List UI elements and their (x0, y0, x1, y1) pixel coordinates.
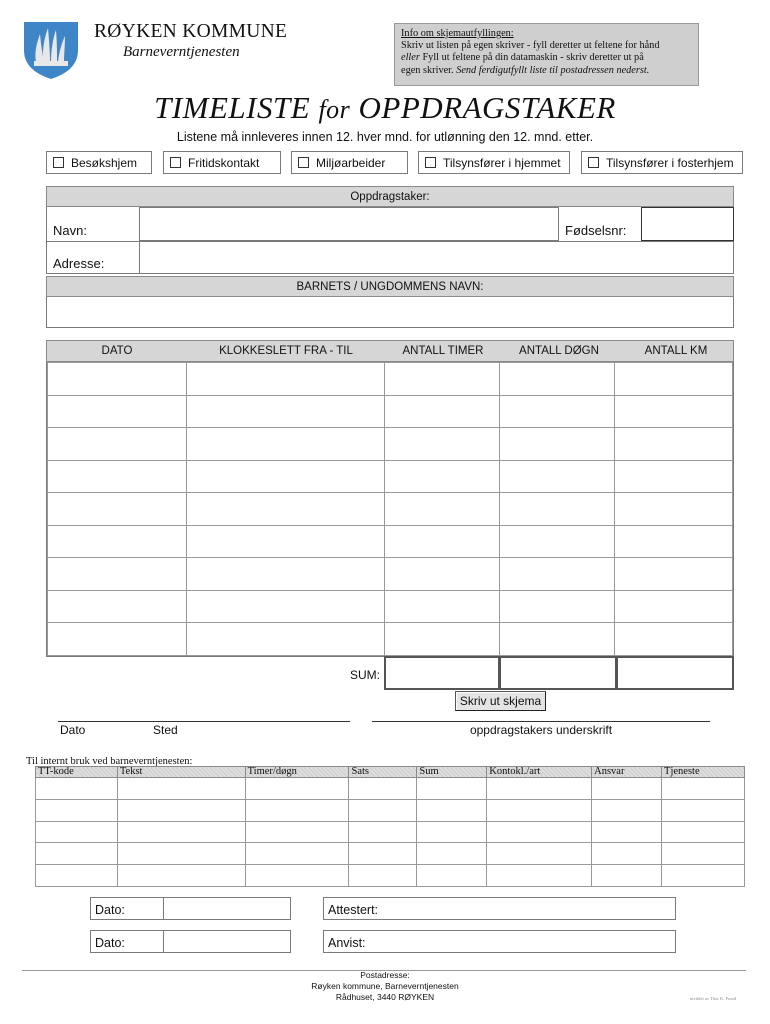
cell[interactable] (487, 778, 592, 800)
cell[interactable] (592, 799, 662, 821)
birth-number-input[interactable] (641, 207, 734, 241)
cell[interactable] (36, 843, 118, 865)
timesheet-grid (46, 362, 734, 657)
sum-timer-input[interactable] (384, 656, 500, 690)
cell[interactable] (662, 778, 745, 800)
cell[interactable] (36, 799, 118, 821)
title-part-1: TIMELISTE (154, 90, 319, 125)
cell[interactable] (662, 843, 745, 865)
cell[interactable] (499, 428, 614, 461)
col-tekst: Tekst (117, 767, 245, 778)
cell[interactable] (384, 590, 499, 623)
cell[interactable] (417, 778, 487, 800)
info-line-2-em: eller (401, 52, 420, 64)
cell[interactable] (245, 821, 349, 843)
col-timer-dogn: Timer/døgn (245, 767, 349, 778)
cell[interactable] (615, 623, 733, 656)
cell[interactable] (615, 590, 733, 623)
sum-km-input[interactable] (617, 656, 734, 690)
table-row (48, 428, 733, 461)
col-header-km: ANTALL KM (644, 345, 708, 357)
cell[interactable] (349, 799, 417, 821)
approval-date-1-input[interactable] (163, 897, 164, 920)
cell[interactable] (245, 778, 349, 800)
sum-dogn-input[interactable] (500, 656, 617, 690)
approval-date-2 (90, 930, 291, 953)
title-part-3: OPPDRAGSTAKER (350, 90, 616, 125)
anvist-field[interactable] (323, 930, 676, 953)
info-title: Info om skjemautfyllingen: (401, 28, 514, 39)
cell[interactable] (499, 363, 614, 396)
col-sats: Sats (349, 767, 417, 778)
table-row (48, 623, 733, 656)
cell[interactable] (487, 865, 592, 887)
cell[interactable] (349, 843, 417, 865)
cell[interactable] (48, 395, 187, 428)
dept-name: Barneverntjenesten (123, 44, 240, 60)
cell[interactable] (187, 590, 384, 623)
cell[interactable] (615, 363, 733, 396)
col-ansvar: Ansvar (592, 767, 662, 778)
cell[interactable] (48, 493, 187, 526)
municipal-crest-icon (22, 20, 80, 80)
table-row (48, 460, 733, 493)
info-line-3-em: Send ferdigutfyllt liste til postadressen nederst. (456, 64, 650, 76)
approval-date-2-input[interactable] (163, 930, 164, 953)
checkbox[interactable] (588, 157, 599, 168)
cell[interactable] (615, 493, 733, 526)
child-heading: BARNETS / UNGDOMMENS NAVN: (46, 276, 734, 297)
cell[interactable] (245, 843, 349, 865)
timesheet-header (46, 340, 734, 362)
cell[interactable] (48, 428, 187, 461)
cell[interactable] (48, 363, 187, 396)
cell[interactable] (499, 590, 614, 623)
cell[interactable] (117, 821, 245, 843)
cell[interactable] (384, 363, 499, 396)
table-row (36, 799, 745, 821)
option-label: Miljøarbeider (316, 156, 386, 170)
checkbox[interactable] (425, 157, 436, 168)
cell[interactable] (615, 428, 733, 461)
option-label: Fritidskontakt (188, 156, 260, 170)
cell[interactable] (592, 865, 662, 887)
contractor-heading: Oppdragstaker: (46, 186, 734, 207)
anvist-label: Anvist: (328, 936, 366, 950)
approval-date-1-label: Dato: (95, 903, 125, 917)
info-line-1: Skriv ut listen på egen skriver - fyll deretter ut feltene for hånd (401, 40, 660, 52)
cell[interactable] (615, 558, 733, 591)
table-row (48, 363, 733, 396)
table-row (48, 525, 733, 558)
attest-field[interactable] (323, 897, 676, 920)
cell[interactable] (48, 525, 187, 558)
cell[interactable] (499, 493, 614, 526)
cell[interactable] (615, 525, 733, 558)
table-row (48, 493, 733, 526)
title-part-2: for (318, 95, 351, 124)
col-kontokl-art: Kontokl./art (487, 767, 592, 778)
sum-label: SUM: (350, 668, 380, 682)
cell[interactable] (48, 623, 187, 656)
internal-heading: Til internt bruk ved barneverntjenesten: (26, 756, 193, 767)
cell[interactable] (187, 460, 384, 493)
cell[interactable] (384, 395, 499, 428)
timesheet-table (47, 362, 733, 656)
cell[interactable] (349, 778, 417, 800)
name-label: Navn: (53, 223, 87, 238)
cell[interactable] (615, 395, 733, 428)
subtitle: Listene må innleveres innen 12. hver mnd. for utlønning den 12. mnd. etter. (176, 130, 594, 144)
table-row (48, 558, 733, 591)
cell[interactable] (187, 395, 384, 428)
child-name-input[interactable] (46, 297, 734, 328)
table-row (48, 590, 733, 623)
option-miljoarbeider[interactable] (291, 151, 408, 174)
cell[interactable] (48, 558, 187, 591)
approval-date-1 (90, 897, 291, 920)
info-line-2 (401, 52, 692, 64)
col-tjeneste: Tjeneste (662, 767, 745, 778)
address-label: Adresse: (53, 256, 105, 271)
cell[interactable] (592, 778, 662, 800)
cell[interactable] (662, 865, 745, 887)
cell[interactable] (499, 623, 614, 656)
cell[interactable] (187, 493, 384, 526)
cell[interactable] (36, 778, 118, 800)
info-line-2-rest: Fyll ut feltene på din datamaskin - skriv deretter ut på (419, 52, 644, 64)
col-header-timer: ANTALL TIMER (402, 345, 484, 357)
attest-label: Attestert: (328, 903, 379, 917)
cell[interactable] (187, 428, 384, 461)
cell[interactable] (384, 558, 499, 591)
cell[interactable] (499, 525, 614, 558)
option-label: Tilsynsfører i fosterhjem (606, 156, 734, 170)
footer-credit: utviklet av Thor K. Fossil (690, 996, 737, 1001)
sign-date-label: Dato (60, 723, 86, 737)
footer-line-3: Rådhuset, 3440 RØYKEN (335, 992, 435, 1002)
cell[interactable] (245, 799, 349, 821)
cell[interactable] (117, 778, 245, 800)
sign-place-label: Sted (153, 723, 178, 737)
cell[interactable] (187, 525, 384, 558)
cell[interactable] (36, 821, 118, 843)
cell[interactable] (487, 843, 592, 865)
signature-line[interactable] (372, 721, 710, 722)
cell[interactable] (384, 493, 499, 526)
cell[interactable] (417, 865, 487, 887)
info-line-3 (401, 65, 692, 77)
cell[interactable] (417, 821, 487, 843)
footer-line-2: Røyken kommune, Barneverntjenesten (311, 981, 459, 991)
org-name: RØYKEN KOMMUNE (94, 21, 288, 42)
table-row (36, 821, 745, 843)
cell[interactable] (384, 525, 499, 558)
cell[interactable] (499, 395, 614, 428)
cell[interactable] (245, 865, 349, 887)
option-label: Besøkshjem (71, 156, 138, 170)
table-row (48, 395, 733, 428)
signature-label: oppdragstakers underskrift (469, 723, 613, 737)
cell[interactable] (592, 821, 662, 843)
cell[interactable] (187, 558, 384, 591)
cell[interactable] (349, 865, 417, 887)
cell[interactable] (48, 590, 187, 623)
cell[interactable] (499, 460, 614, 493)
name-input[interactable] (139, 207, 559, 241)
cell[interactable] (36, 865, 118, 887)
col-sum: Sum (417, 767, 487, 778)
option-label: Tilsynsfører i hjemmet (443, 156, 561, 170)
cell[interactable] (384, 460, 499, 493)
internal-header-row (36, 767, 745, 778)
checkbox[interactable] (53, 157, 64, 168)
col-header-dato: DATO (101, 345, 133, 357)
page-title (0, 90, 770, 126)
print-button[interactable]: Skriv ut skjema (455, 691, 546, 711)
internal-table-wrap (35, 766, 745, 887)
col-header-klokkeslett: KLOKKESLETT FRA - TIL (219, 345, 353, 357)
cell[interactable] (417, 799, 487, 821)
table-row (36, 865, 745, 887)
birth-number-label: Fødselsnr: (565, 223, 627, 238)
col-tt-kode: TT-kode (36, 767, 118, 778)
cell[interactable] (662, 821, 745, 843)
footer-address (0, 970, 770, 1003)
cell[interactable] (117, 865, 245, 887)
option-tilsynsforer-fosterhjem[interactable] (581, 151, 743, 174)
cell[interactable] (662, 799, 745, 821)
cell[interactable] (187, 623, 384, 656)
cell[interactable] (615, 460, 733, 493)
date-place-line[interactable] (58, 721, 350, 722)
approval-date-2-label: Dato: (95, 936, 125, 950)
cell[interactable] (48, 460, 187, 493)
option-besokshjem[interactable] (46, 151, 152, 174)
option-tilsynsforer-hjemmet[interactable] (418, 151, 570, 174)
checkbox[interactable] (298, 157, 309, 168)
cell[interactable] (117, 799, 245, 821)
table-row (36, 843, 745, 865)
col-header-dogn: ANTALL DØGN (519, 345, 599, 357)
cell[interactable] (349, 821, 417, 843)
info-line-3-start: egen skriver. (401, 64, 457, 76)
cell[interactable] (384, 623, 499, 656)
cell[interactable] (499, 558, 614, 591)
cell[interactable] (417, 843, 487, 865)
table-row (36, 778, 745, 800)
footer-line-1: Postadresse: (360, 970, 410, 980)
cell[interactable] (487, 799, 592, 821)
cell[interactable] (487, 821, 592, 843)
cell[interactable] (384, 428, 499, 461)
address-input[interactable] (139, 241, 734, 274)
cell[interactable] (592, 843, 662, 865)
option-fritidskontakt[interactable] (163, 151, 281, 174)
internal-table (35, 766, 745, 887)
checkbox[interactable] (170, 157, 181, 168)
info-box (394, 23, 699, 86)
cell[interactable] (187, 363, 384, 396)
cell[interactable] (117, 843, 245, 865)
